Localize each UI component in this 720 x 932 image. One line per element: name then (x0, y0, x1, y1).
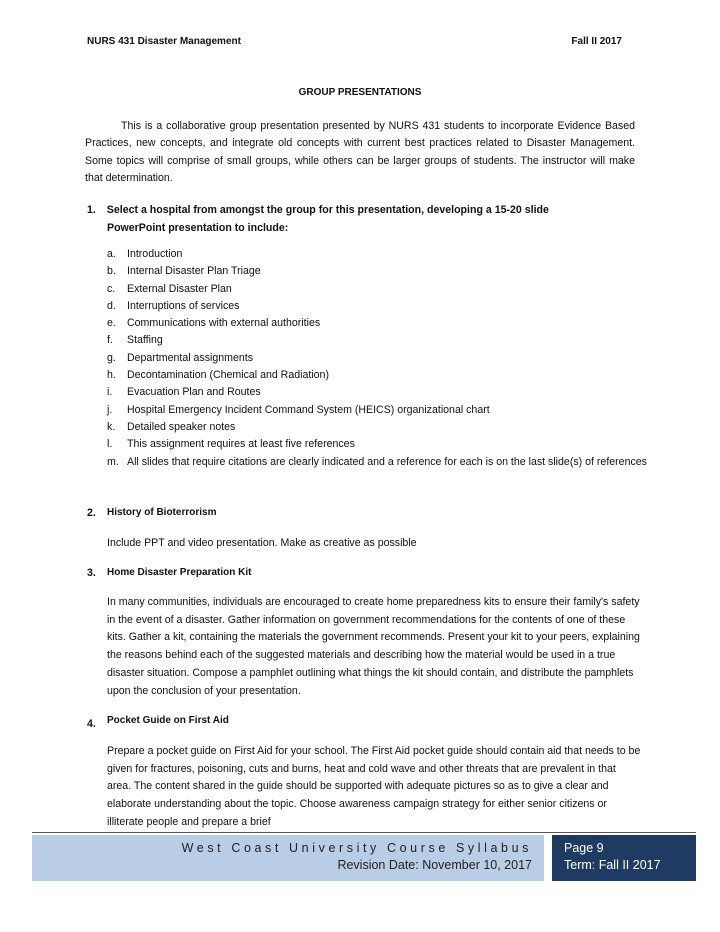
list-item-text: Internal Disaster Plan Triage (127, 265, 261, 278)
section-1-list (107, 246, 652, 471)
list-item-text: External Disaster Plan (127, 282, 232, 295)
header-term: Fall II 2017 (571, 36, 622, 47)
section-3-number: 3. (87, 567, 96, 579)
list-item (107, 367, 652, 384)
list-item (107, 350, 652, 367)
list-item (107, 454, 652, 471)
section-3-heading: Home Disaster Preparation Kit (107, 567, 252, 578)
section-2-number: 2. (87, 507, 96, 519)
list-item-text: All slides that require citations are clearly indicated and a reference for each is on the last slide(s) of references (127, 455, 647, 468)
list-item-text: Hospital Emergency Incident Command System (HEICS) organizational chart (127, 403, 490, 416)
list-item-marker: f. (107, 334, 113, 347)
list-item (107, 384, 652, 401)
footer-page-box (552, 835, 696, 881)
section-1-heading (87, 202, 627, 237)
list-item-text: Decontamination (Chemical and Radiation) (127, 369, 329, 382)
header-course: NURS 431 Disaster Management (87, 36, 241, 47)
footer-syllabus-title: West Coast University Course Syllabus (181, 841, 532, 855)
list-item (107, 332, 652, 349)
list-item-text: Detailed speaker notes (127, 420, 236, 433)
list-item (107, 436, 652, 453)
section-1-heading-line2: PowerPoint presentation to include: (107, 221, 289, 234)
list-item (107, 419, 652, 436)
list-item-text: Departmental assignments (127, 351, 254, 364)
section-4-body: Prepare a pocket guide on First Aid for your school. The First Aid pocket guide should contain aid that needs to be given for fractures, poisoning, cuts and burns, heat and cold wave and other threats that are prevalent in that area. The content shared in the guide should be supported with adequate pictures so as to give a clear and elaborate understanding about the topic. Choose awareness campaign strategy for either senior citizens or illiterate people and prepare a brief (107, 745, 641, 828)
list-item (107, 298, 652, 315)
list-item-text: This assignment requires at least five references (127, 438, 355, 451)
list-item-marker: c. (107, 282, 116, 295)
footer-revision-date: Revision Date: November 10, 2017 (337, 858, 532, 872)
list-item-marker: e. (107, 317, 116, 330)
page-title: GROUP PRESENTATIONS (298, 87, 422, 98)
list-item-marker: i. (107, 386, 113, 399)
list-item-marker: d. (107, 299, 116, 312)
intro-paragraph: This is a collaborative group presentation presented by NURS 431 students to incorporate Evidence Based Practices, new concepts, and integrate old concepts with current best practices related to Disaster Management. Some topics will comprise of small groups, while others can be larger groups of students. The instructor will make that determination. (85, 120, 635, 184)
section-3-body: In many communities, individuals are encouraged to create home preparedness kits to ensure their family's safety in the event of a disaster. Gather information on government recommendations for the contents of one of these kits. Gather a kit, containing the materials the government recommends. Present your kit to your peers, explaining the reasons behind each of the suggested materials and describing how the material would be used in a true disaster situation. Compose a pamphlet outlining what things the kit should contain, and distribute the pamphlets upon the conclusion of your presentation. (107, 596, 640, 697)
list-item-marker: k. (107, 420, 116, 433)
section-4-number: 4. (87, 718, 96, 730)
section-1-number: 1. (87, 204, 96, 216)
list-item-text: Introduction (127, 248, 183, 260)
list-item-marker: j. (107, 403, 113, 416)
list-item-marker: h. (107, 369, 116, 382)
list-item-text: Interruptions of services (127, 299, 240, 312)
section-4-heading: Pocket Guide on First Aid (107, 715, 229, 726)
list-item (107, 246, 652, 263)
footer-term: Term: Fall II 2017 (564, 858, 661, 872)
list-item (107, 315, 652, 332)
footer-divider (32, 832, 696, 833)
list-item-marker: g. (107, 351, 116, 364)
list-item-text: Evacuation Plan and Routes (127, 386, 261, 399)
section-2-body: Include PPT and video presentation. Make as creative as possible (107, 537, 417, 549)
list-item-marker: l. (107, 438, 113, 451)
list-item-marker: a. (107, 248, 116, 260)
list-item-marker: m. (107, 455, 119, 468)
list-item-marker: b. (107, 265, 116, 278)
footer-syllabus-box (32, 835, 544, 881)
list-item (107, 281, 652, 298)
list-item (107, 263, 652, 280)
list-item-text: Communications with external authorities (127, 317, 321, 330)
footer-page-number: Page 9 (564, 841, 604, 855)
list-item-text: Staffing (127, 334, 163, 347)
section-2-heading: History of Bioterrorism (107, 507, 217, 518)
section-1-heading-line1: Select a hospital from amongst the group for this presentation, developing a 15-20 slide (106, 204, 549, 216)
list-item (107, 402, 652, 419)
